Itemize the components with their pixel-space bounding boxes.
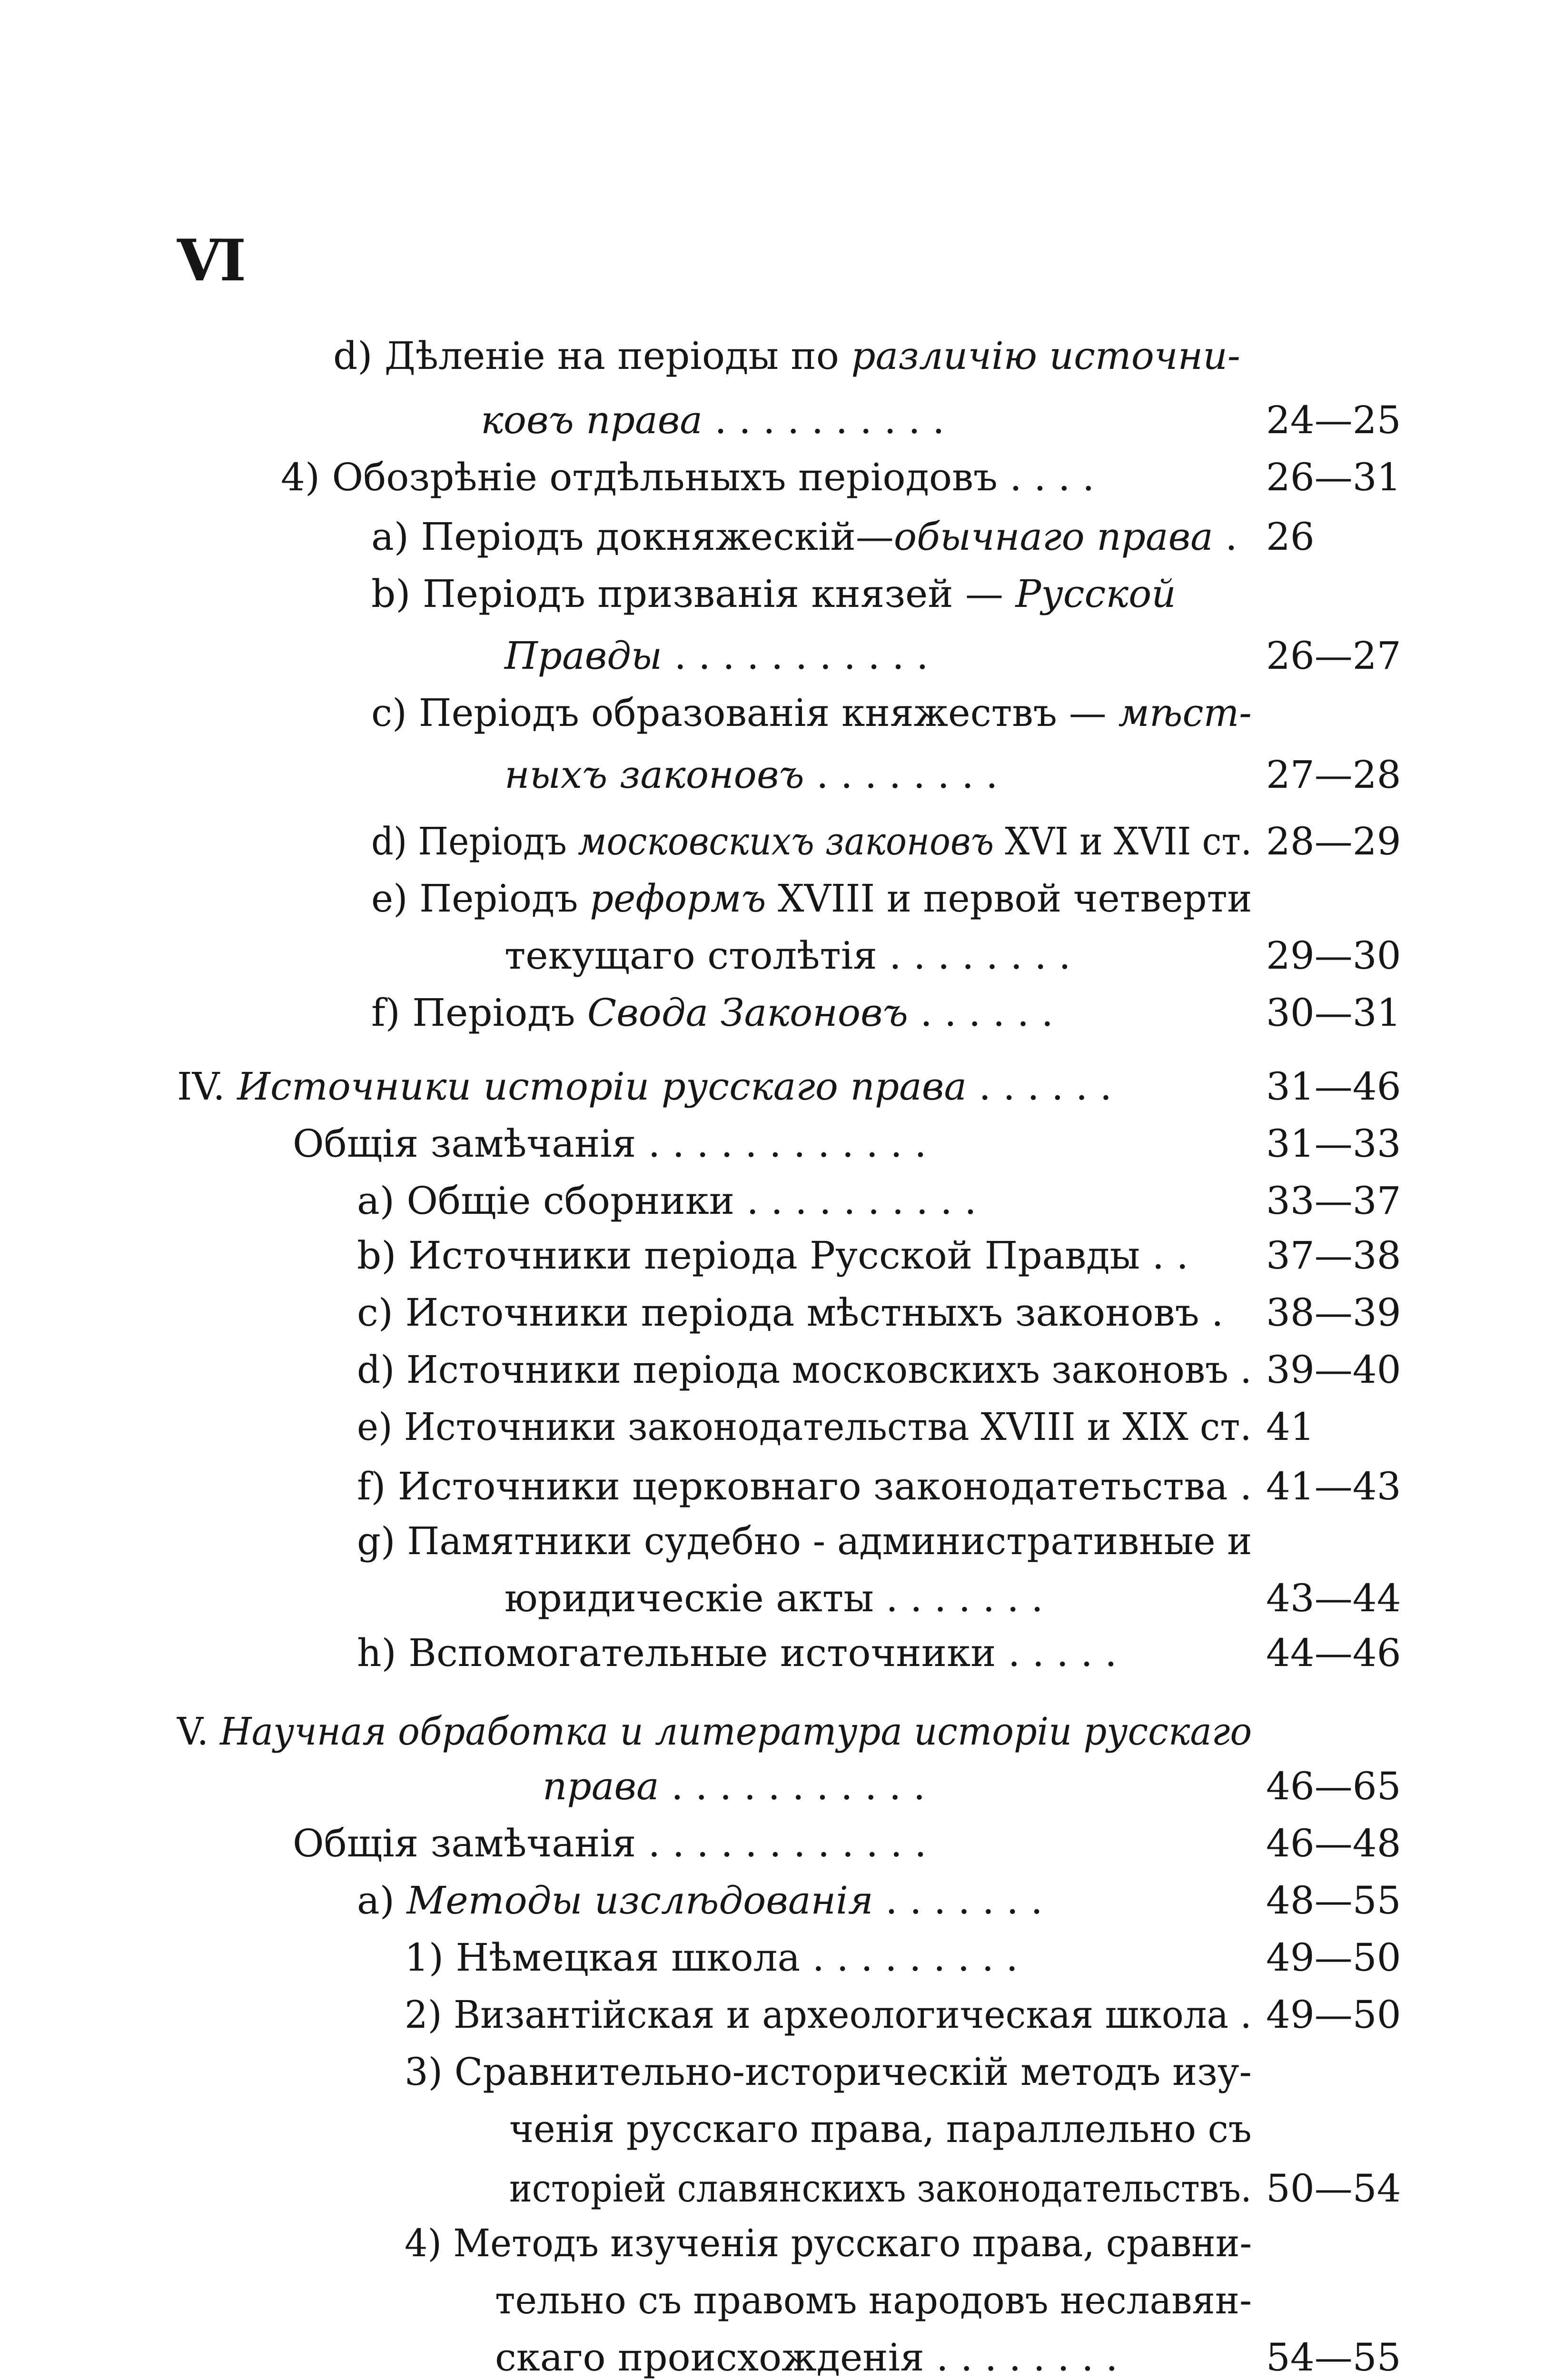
entry-text-run: d) Періодъ: [371, 819, 578, 863]
toc-entry-text: [357, 1878, 1043, 1924]
page-range: 27—28: [1266, 753, 1401, 797]
entry-text-run: V.: [177, 1709, 220, 1754]
entry-text-run: юридическіе акты . . . . . . .: [505, 1576, 1043, 1620]
toc-entry-text: [509, 2106, 1252, 2152]
entry-text-run: f) Источники церковнаго законодатетьства .: [357, 1464, 1252, 1508]
italic-title: права: [543, 1764, 659, 1808]
entry-text-run: 4) Методъ изученія русскаго права, сравни-: [405, 2221, 1252, 2265]
toc-entry-text: [405, 2049, 1252, 2095]
toc-entry-text: [371, 690, 1252, 736]
toc-entry-iv-g-1: [0, 1518, 1554, 1564]
toc-entry-d-mosk: [0, 819, 1554, 864]
toc-entry-text: [495, 2335, 1118, 2380]
page-range: 28—29: [1266, 819, 1401, 863]
italic-title: различію источни-: [851, 334, 1240, 378]
toc-entry-text: [505, 633, 929, 679]
entry-text-run: Общія замѣчанія . . . . . . . . . . . .: [293, 1121, 927, 1166]
page-range: 43—44: [1266, 1576, 1401, 1620]
page-number: VI: [177, 227, 245, 294]
toc-entry-text: [357, 1464, 1252, 1509]
toc-entry-text: [371, 571, 1176, 617]
entry-text-run: 3) Сравнительно-историческій методъ изу-: [405, 2050, 1252, 2094]
entry-text-run: . . . . . .: [967, 1064, 1112, 1109]
entry-text-run: .: [1213, 515, 1237, 559]
entry-text-run: d) Дѣленіе на періоды по: [333, 334, 851, 378]
toc-entry-d-delenie-1: [0, 333, 1554, 379]
toc-entry-v-a: [0, 1878, 1554, 1924]
toc-entry-text: [405, 1992, 1252, 2038]
toc-entry-text: [293, 1821, 927, 1866]
page-range: 29—30: [1266, 933, 1401, 978]
toc-entry-e-reform-1: [0, 876, 1554, 922]
entry-text-run: . . . . . . . . . . .: [662, 634, 929, 678]
entry-text-run: 4) Обозрѣніе отдѣльныхъ періодовъ . . . .: [281, 455, 1095, 499]
italic-title: обычнаго права: [893, 515, 1213, 559]
page-range: 54—55: [1266, 2335, 1401, 2380]
entry-text-run: XVI и XVII ст.: [994, 819, 1252, 863]
italic-title: ныхъ законовъ: [505, 753, 804, 797]
entry-text-run: d) Источники періода московскихъ законовъ .: [357, 1348, 1252, 1392]
italic-title: Свода Законовъ: [587, 991, 908, 1035]
page-range: 41—43: [1266, 1464, 1401, 1508]
toc-entry-e-reform-2: [0, 933, 1554, 979]
toc-entry-text: [405, 2221, 1252, 2266]
toc-entry-iv-g-2: [0, 1576, 1554, 1621]
page-range: 39—40: [1266, 1348, 1401, 1392]
italic-title: реформъ: [590, 876, 766, 921]
toc-entry-text: [357, 1518, 1252, 1564]
toc-entry-text: [281, 455, 1094, 500]
page-range: 26—31: [1266, 455, 1401, 499]
toc-entry-text: [505, 933, 1071, 979]
toc-entry-text: [357, 1178, 977, 1224]
toc-entry-text: [357, 1347, 1252, 1393]
toc-entry-text: [357, 1630, 1117, 1676]
entry-text-run: a): [357, 1878, 407, 1923]
entry-text-run: текущаго столѣтія . . . . . . . .: [505, 933, 1071, 978]
toc-entry-b-prizv-1: [0, 571, 1554, 617]
page-range: 48—55: [1266, 1878, 1401, 1923]
toc-entry-v-3-1: [0, 2049, 1554, 2095]
toc-entry-text: [357, 1233, 1188, 1279]
toc-entry-text: [405, 1935, 1018, 1981]
toc-entry-v-4-2: [0, 2278, 1554, 2323]
toc-entry-iv-a: [0, 1178, 1554, 1224]
toc-entry-v-4-1: [0, 2221, 1554, 2266]
entry-text-run: IV.: [177, 1064, 238, 1109]
page-range: 24—25: [1266, 398, 1401, 442]
entry-text-run: a) Общіе сборники . . . . . . . . . .: [357, 1179, 977, 1223]
toc-entry-text: [371, 990, 1053, 1036]
italic-title: Методы изслѣдованія: [406, 1878, 873, 1923]
page-range: 46—65: [1266, 1764, 1401, 1808]
page-range: 30—31: [1266, 991, 1401, 1035]
entry-text-run: . . . . . .: [908, 991, 1054, 1035]
italic-title: Правды: [505, 634, 663, 678]
entry-text-run: e) Періодъ: [371, 876, 590, 921]
toc-entry-d-delenie-2: [0, 397, 1554, 443]
entry-text-run: исторіей славянскихъ законодательствъ.: [509, 2166, 1252, 2211]
toc-entry-iv-c: [0, 1290, 1554, 1336]
page-range: 41: [1266, 1405, 1315, 1449]
entry-text-run: . . . . . . . . . . .: [659, 1764, 926, 1808]
page-range: 49—50: [1266, 1935, 1401, 1980]
italic-title: московскихъ законовъ: [577, 819, 994, 863]
toc-entry-text: [371, 876, 1252, 922]
entry-text-run: тельно съ правомъ народовъ неславян-: [495, 2278, 1252, 2322]
toc-entry-v-1: [0, 1935, 1554, 1981]
entry-text-run: 2) Византійская и археологическая школа .: [405, 1993, 1252, 2037]
page-range: 50—54: [1266, 2166, 1401, 2211]
italic-title: Источники исторіи русскаго права: [237, 1064, 967, 1109]
toc-entry-text: [293, 1121, 927, 1167]
toc-entry-text: [505, 1576, 1043, 1621]
toc-entry-iv-b: [0, 1233, 1554, 1279]
entry-text-run: f) Періодъ: [371, 991, 587, 1035]
italic-title: ковъ права: [481, 398, 703, 442]
page-range: 33—37: [1266, 1179, 1401, 1223]
entry-text-run: g) Памятники судебно - административные и: [357, 1519, 1252, 1563]
toc-entry-text: [357, 1290, 1223, 1336]
entry-text-run: . . . . . . .: [873, 1878, 1043, 1923]
toc-entry-text: [371, 514, 1237, 560]
italic-title: Русской: [1015, 572, 1176, 616]
entry-text-run: c) Періодъ образованія княжествъ —: [371, 691, 1118, 735]
toc-entry-text: [177, 1709, 1252, 1755]
toc-entry-iv-f: [0, 1464, 1554, 1509]
entry-text-run: Общія замѣчанія . . . . . . . . . . . .: [293, 1821, 927, 1865]
page-range: 37—38: [1266, 1233, 1401, 1278]
entry-text-run: h) Вспомогательные источники . . . . .: [357, 1631, 1117, 1675]
entry-text-run: a) Періодъ докняжескій—: [371, 515, 894, 559]
toc-entry-v-obshchiya: [0, 1821, 1554, 1866]
toc-entry-obozrenie: [0, 455, 1554, 500]
page-range: 44—46: [1266, 1631, 1401, 1675]
toc-entry-v-nauchnaya-1: [0, 1709, 1554, 1755]
entry-text-run: ченія русскаго права, параллельно съ: [509, 2107, 1252, 2151]
entry-text-run: c) Источники періода мѣстныхъ законовъ .: [357, 1290, 1224, 1335]
page-range: 26—27: [1266, 634, 1401, 678]
toc-entry-iv-h: [0, 1630, 1554, 1676]
toc-entry-iv-e: [0, 1404, 1554, 1450]
toc-entry-text: [177, 1064, 1112, 1110]
page-range: 38—39: [1266, 1290, 1401, 1335]
page-range: 49—50: [1266, 1993, 1401, 2037]
entry-text-run: . . . . . . . .: [804, 753, 998, 797]
entry-text-run: скаго происхожденія . . . . . . . .: [495, 2335, 1118, 2380]
entry-text-run: b) Періодъ призванія князей —: [371, 572, 1016, 616]
toc-entry-text: [505, 752, 998, 798]
page-range: 26: [1266, 515, 1315, 559]
toc-entry-v-2: [0, 1992, 1554, 2038]
entry-text-run: . . . . . . . . . .: [702, 398, 945, 442]
toc-entry-iv-obshchiya: [0, 1121, 1554, 1167]
entry-text-run: 1) Нѣмецкая школа . . . . . . . . .: [405, 1935, 1018, 1980]
page-range: 31—33: [1266, 1121, 1401, 1166]
entry-text-run: b) Источники періода Русской Правды . .: [357, 1233, 1188, 1278]
toc-entry-v-nauchnaya-2: [0, 1764, 1554, 1809]
toc-entry-v-3-3: [0, 2166, 1554, 2211]
toc-entry-text: [495, 2278, 1252, 2323]
toc-entry-iv-d: [0, 1347, 1554, 1393]
toc-entry-text: [481, 397, 945, 443]
toc-entry-b-prizv-2: [0, 633, 1554, 679]
toc-entry-c-obraz-1: [0, 690, 1554, 736]
entry-text-run: e) Источники законодательства XVIII и XIX ст.: [357, 1405, 1252, 1449]
toc-entry-text: [509, 2166, 1252, 2211]
italic-title: мѣст-: [1118, 691, 1252, 735]
toc-entry-f-svod: [0, 990, 1554, 1036]
toc-entry-a-dokn: [0, 514, 1554, 560]
toc-entry-c-obraz-2: [0, 752, 1554, 798]
toc-entry-text: [357, 1404, 1252, 1450]
page-range: 31—46: [1266, 1064, 1401, 1109]
toc-entry-text: [371, 819, 1252, 864]
toc-entry-v-3-2: [0, 2106, 1554, 2152]
entry-text-run: XVIII и первой четверти: [766, 876, 1252, 921]
page-range: 46—48: [1266, 1821, 1401, 1865]
toc-entry-v-4-3: [0, 2335, 1554, 2380]
toc-entry-text: [333, 333, 1240, 379]
toc-entry-text: [543, 1764, 925, 1809]
italic-title: Научная обработка и литература исторіи русскаго: [220, 1709, 1252, 1754]
toc-entry-iv-istochniki: [0, 1064, 1554, 1110]
